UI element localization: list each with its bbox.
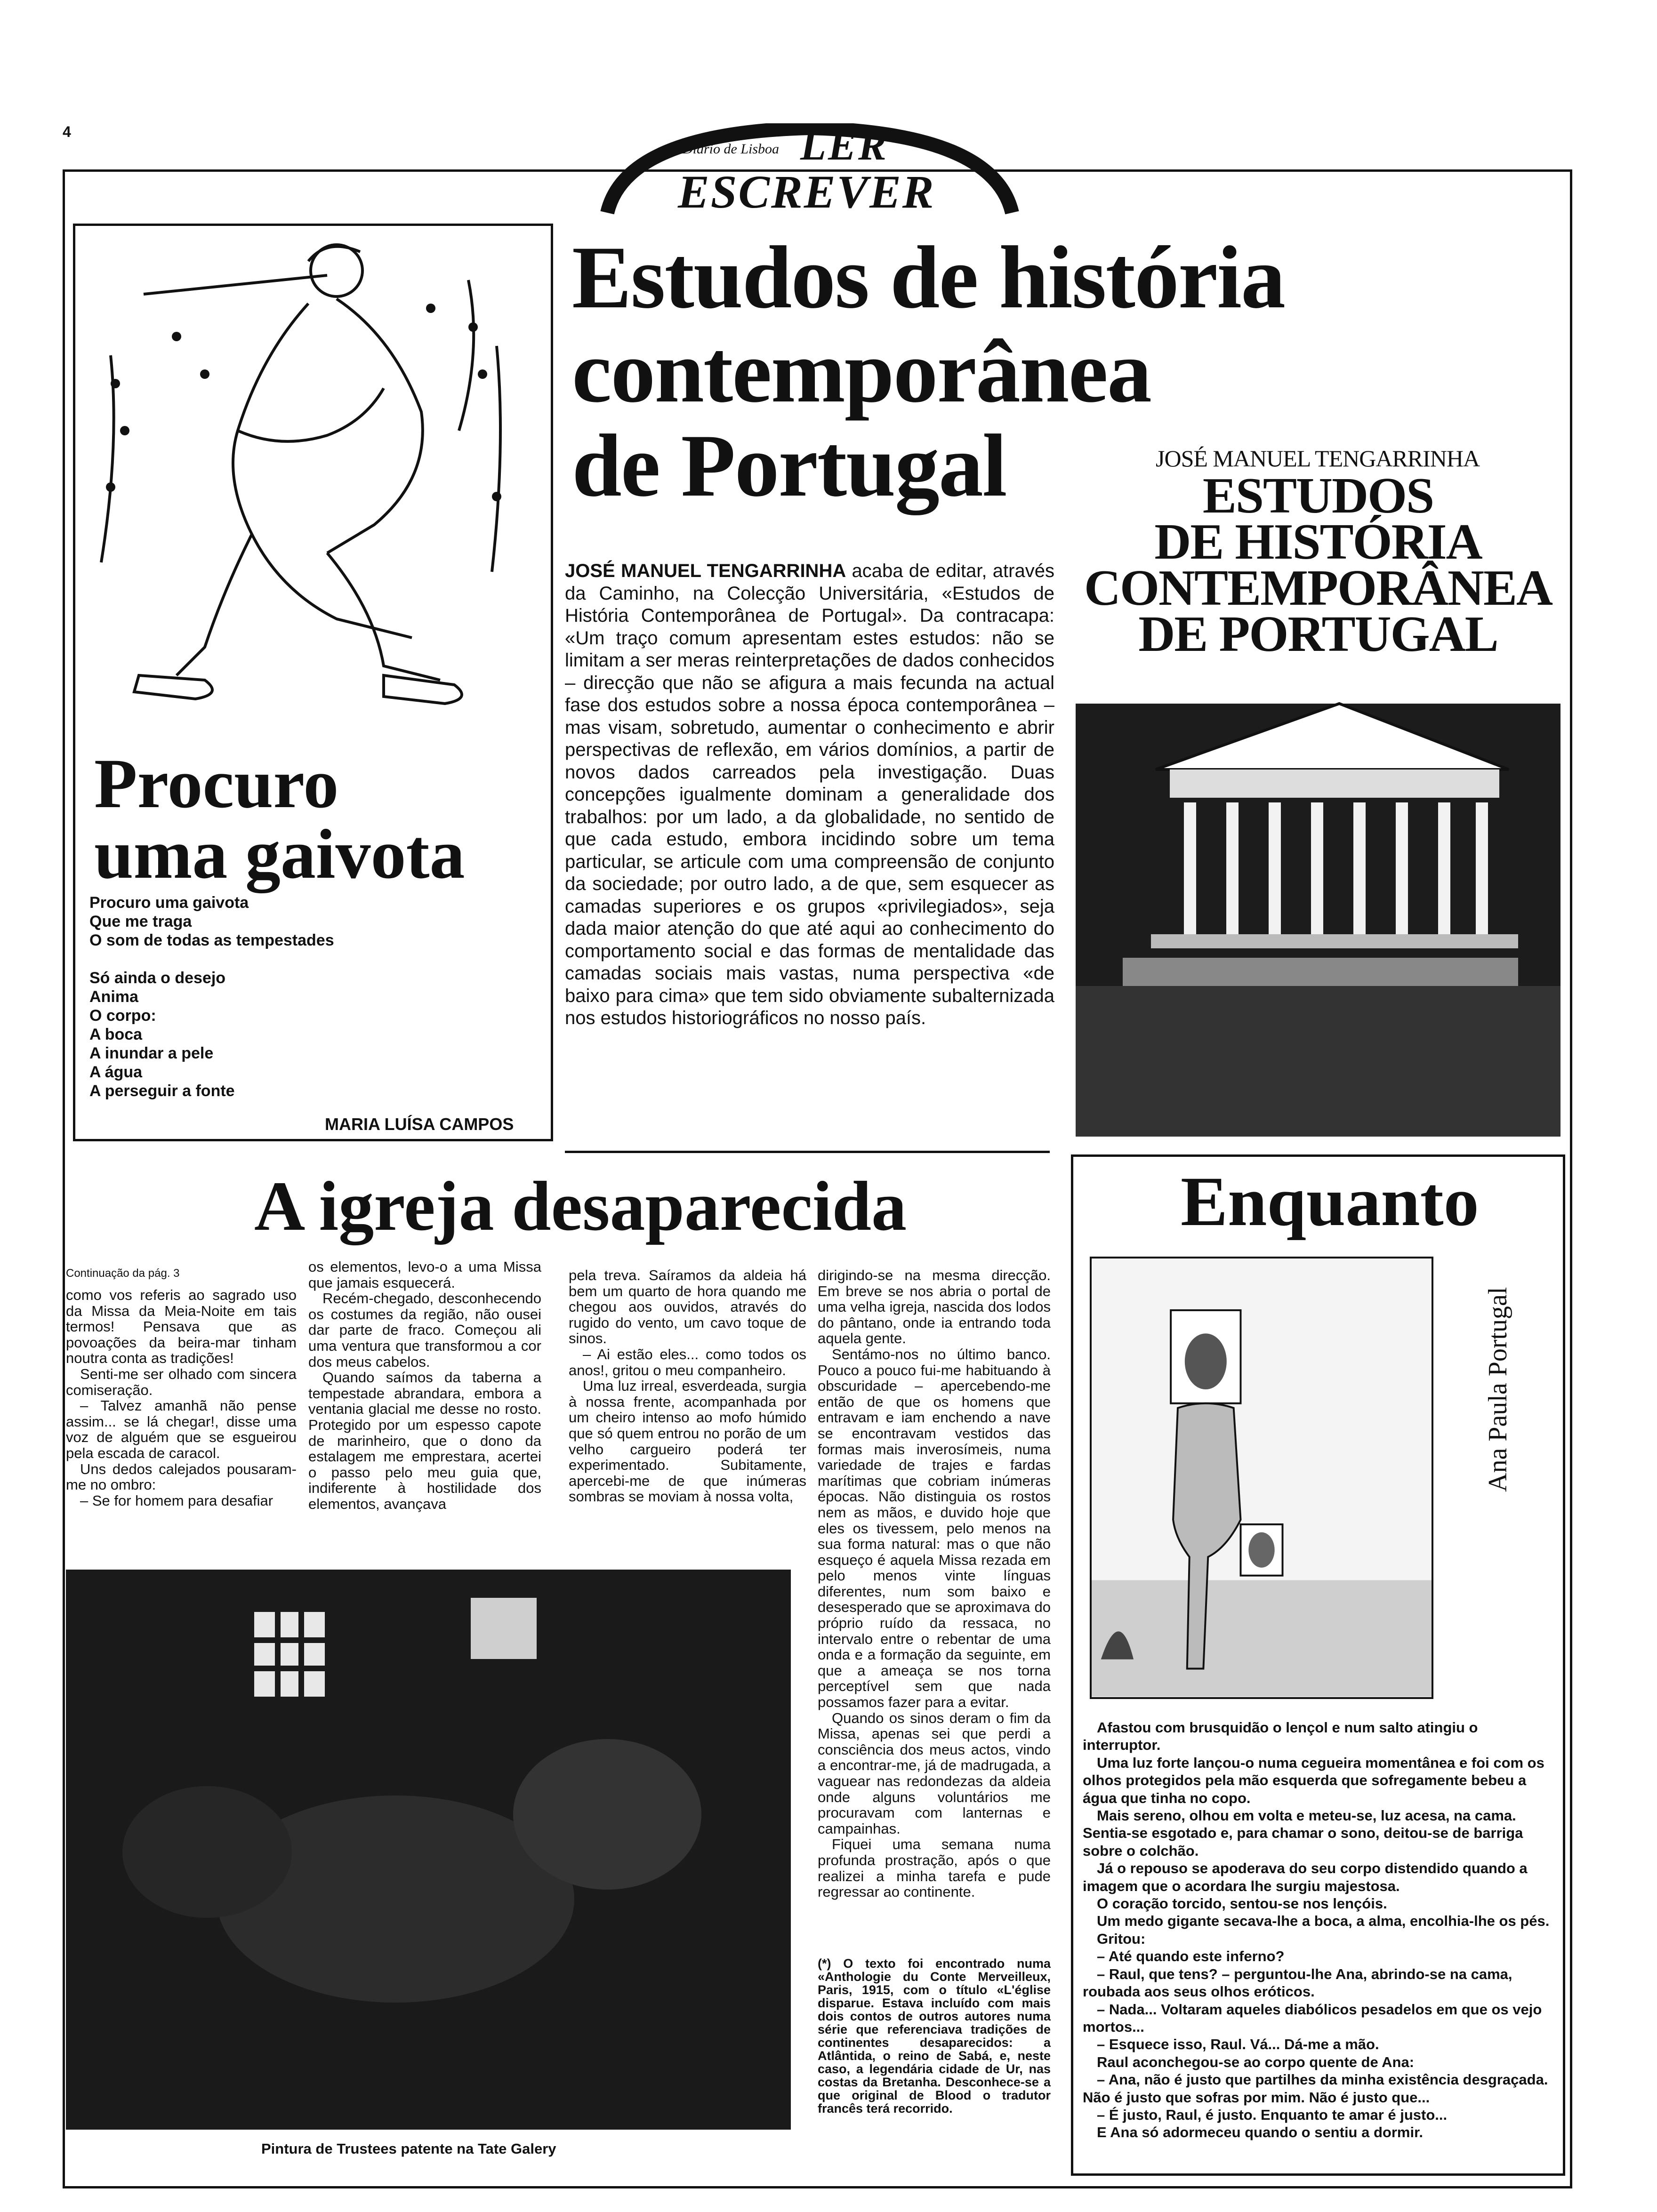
paragraph: – É justo, Raul, é justo. Enquanto te amar é justo...	[1097, 2106, 1448, 2123]
feature-intro	[565, 560, 1054, 1030]
paragraph: – Ana, não é justo que partilhes da minha existência desgraçada. Não é justo que sofras por mim. Não é justo que...	[1083, 2071, 1548, 2106]
paragraph: Uma luz forte lançou-o numa cegueira momentânea e foi com os olhos protegidos pela mão esquerda que sofregamente bebeu a água que tinha no copo.	[1083, 1754, 1544, 1806]
poem-text	[89, 893, 334, 1100]
paragraph: – Nada... Voltaram aqueles diabólicos pesadelos em que os vejo mortos...	[1083, 2001, 1542, 2035]
poem-line: Só ainda o desejo	[89, 969, 226, 987]
paragraph: os elementos, levo-o a uma Missa que jamais esquecerá.	[308, 1258, 541, 1291]
paragraph: pela treva. Saíramos da aldeia há bem um quarto de hora quando me chegou aos ouvidos, através do rugido do vento, um cavo toque de sinos.	[569, 1267, 806, 1347]
cover-author: JOSÉ MANUEL TENGARRINHA	[1156, 445, 1480, 472]
poem-author: MARIA LUÍSA CAMPOS	[325, 1114, 514, 1134]
poem-line: O som de todas as tempestades	[89, 931, 334, 949]
masthead-newspaper: Diario de Lisboa	[683, 141, 780, 157]
poem-stanza-break	[89, 950, 334, 969]
paragraph: Já o repouso se apoderava do seu corpo distendido quando a imagem que o acordara lhe surgiu majestosa.	[1083, 1860, 1528, 1894]
paragraph: Recém-chegado, desconhecendo os costumes da região, não ousei dar parte de fraco. Começou ali uma ventura que transformou a cor dos meus cabelos.	[308, 1290, 541, 1370]
poem-title-line-2: uma gaivota	[94, 815, 465, 893]
feature-headline-line-1: Estudos de história	[572, 228, 1285, 327]
feature-headline-line-2: contemporânea	[572, 322, 1151, 421]
poem-line: A boca	[89, 1026, 143, 1043]
cover-title-line-1: ESTUDOS	[1202, 468, 1434, 524]
paragraph: – Talvez amanhã não pense assim... se lá chegar!, disse uma voz de alguém que se esgueirou pela escada de caracol.	[66, 1397, 297, 1461]
figure-artwork	[1090, 1257, 1433, 1699]
poem-line: Anima	[89, 988, 138, 1006]
paragraph: dirigindo-se na mesma direcção. Em breve se nos abria o portal de uma velha igreja, nascida dos lodos do pântano, onde ia entrando toda aquela gente.	[818, 1267, 1051, 1347]
story1-column-2	[308, 1259, 541, 1512]
story2-text	[1083, 1719, 1558, 2141]
paragraph: – Raul, que tens? – perguntou-lhe Ana, abrindo-se na cama, roubada aos seus olhos eróticos.	[1083, 1965, 1512, 2000]
paragraph: Uns dedos calejados pousaram-me no ombro:	[66, 1460, 297, 1493]
section-divider	[565, 1151, 1050, 1153]
paragraph: – Se for homem para desafiar	[80, 1492, 273, 1509]
paragraph: Mais sereno, olhou em volta e meteu-se, luz acesa, na cama. Sentia-se esgotado e, para chamar o sono, deitou-se de barriga sobre o colchão.	[1083, 1807, 1523, 1859]
paragraph: como vos referis ao sagrado uso da Missa da Meia-Noite em tais termos! Pensava que as povoações da beira-mar tinham noutra conta as tradições!	[66, 1287, 297, 1367]
paragraph: Quando saímos da taberna a tempestade abrandara, embora a ventania glacial me desse no rosto. Protegido por um espesso capote de marinheiro, que o dono da estalagem me emprestara, acertei o passo pelo meu guia que, indiferente à hostilidade dos elementos, avançava	[308, 1369, 541, 1512]
page-number: 4	[63, 123, 71, 140]
story1-footnote: (*) O texto foi encontrado numa «Anthologie du Conte Merveilleux, Paris, 1915, com o título «L'église disparue. Estava incluído com mais dois contos de outros autores numa série que referenciava tradições de continentes desaparecidos: a Atlântida, o reino de Sabá, e, neste caso, a legendária cidade de Ur, nas costas da Bretanha. Desconhece-se a que original de Blood o tradutor francês terá recorrido.	[818, 1956, 1051, 2116]
cover-title-line-4: DE PORTUGAL	[1138, 606, 1498, 662]
paragraph: Gritou:	[1097, 1930, 1146, 1947]
story1-headline: A igreja desaparecida	[254, 1167, 907, 1245]
paragraph: Fiquei uma semana numa profunda prostração, após o que realizei a minha tarefa e pude regressar ao continente.	[818, 1836, 1051, 1900]
paragraph: Afastou com brusquidão o lençol e num salto atingiu o interruptor.	[1083, 1719, 1478, 1754]
poem-title-line-1: Procuro	[94, 745, 339, 823]
photo-caption: Pintura de Trustees patente na Tate Galery	[261, 2140, 556, 2157]
poem-line: A inundar a pele	[89, 1044, 214, 1062]
paragraph: Um medo gigante secava-lhe a boca, a alma, encolhia-lhe os pés.	[1097, 1913, 1550, 1930]
story1-column-3	[569, 1267, 806, 1505]
cover-title-line-3: CONTEMPORÂNEA	[1084, 560, 1552, 616]
paragraph: Senti-me ser olhado com sincera comiseração.	[66, 1365, 297, 1398]
poem-line: Procuro uma gaivota	[89, 894, 249, 912]
paragraph: – Ai estão eles... como todos os anos!, gritou o meu companheiro.	[569, 1346, 806, 1378]
poem-line: A água	[89, 1063, 143, 1081]
paragraph: Raul aconchegou-se ao corpo quente de Ana:	[1097, 2053, 1415, 2070]
paragraph: O coração torcido, sentou-se nos lençóis.	[1097, 1895, 1387, 1912]
paragraph: Sentámo-nos no último banco. Pouco a pouco fui-me habituando à obscuridade – apercebendo-me então de que os homens que entravam e iam enchendo a nave se encontravam vestidos das formas mais inverosímeis, numa variedade de trajes e fardas marítimas que cobriam inúmeras épocas. Não distinguia os rostos nem as mãos, e duvido hoje que eles os tivessem, pelo menos na sua forma natural: mas o que não esqueço é aquela Missa rezada em pelo menos vinte línguas diferentes, num som baixo e desesperado que se aproximava do próprio ruído da ressaca, no intervalo entre o rebentar de uma onda e a formação da seguinte, em que a ameaça se nos torna perceptível sem que nada possamos fazer para a evitar.	[818, 1346, 1051, 1711]
story1-column-1	[66, 1287, 297, 1508]
paragraph: Quando os sinos deram o fim da Missa, apenas sei que perdi a consciência dos meus actos, vindo a encontrar-me, já de madrugada, a vaguear nas redondezas da aldeia onde alguns voluntários me procuravam com lanternas e campainhas.	[818, 1709, 1051, 1837]
poem-line: O corpo:	[89, 1007, 156, 1025]
feature-headline-line-3: de Portugal	[572, 417, 1006, 515]
feature-intro-author: JOSÉ MANUEL TENGARRINHA	[565, 561, 846, 581]
paragraph: E Ana só adormeceu quando o sentiu a dormir.	[1097, 2124, 1424, 2141]
church-painting-photo	[66, 1570, 791, 2130]
cover-title	[1069, 468, 1568, 662]
masthead-escrever: ESCREVER	[678, 166, 935, 218]
artwork-artist: Ana Paula Portugal	[1483, 1287, 1512, 1492]
flute-player-illustration	[82, 233, 544, 746]
feature-intro-text: acaba de editar, através da Caminho, na Colecção Universitária, «Estudos de História Contemporânea de Portugal». Da contracapa: «Um traço comum apresentam estes estudos: não se limitam a ser meras reinterpretações de dados conhecidos – direcção que não se afigura a mais fecunda na actual fase dos estudos sobre a nossa época contemporânea – mas visam, sobretudo, aumentar o conhecimento e abrir perspectivas de reflexão, em vários domínios, a partir de novos dados carreados pela investigação. Duas concepções igualmente dominam a generalidade dos trabalhos: por um lado, a da globalidade, no sentido de que cada estudo, embora incidindo sobre um tema particular, se articule com uma compreensão de conjunto da sociedade; por outro lado, a de que, sem esquecer as camadas superiores e os grupos «privilegiados», seja dada maior atenção do que até aqui ao conhecimento do comportamento social e das formas de mentalidade das camadas sociais mais vastas, numa perspectiva «de baixo para cima» que tem sido obviamente subalternizada nos estudos historiográficos no nosso país.	[565, 561, 1054, 1028]
story2-headline: Enquanto	[1181, 1162, 1479, 1241]
poem-line: Que me traga	[89, 913, 192, 930]
paragraph: Uma luz irreal, esverdeada, surgia à nossa frente, acompanhada por um cheiro intenso ao mofo húmido que só quem entrou no porão de um velho cargueiro poderá ter experimentado. Subitamente, apercebi-me de que inúmeras sombras se moviam à nossa volta,	[569, 1378, 806, 1505]
paragraph: – Esquece isso, Raul. Vá... Dá-me a mão.	[1097, 2036, 1379, 2053]
poem-title	[94, 745, 465, 893]
story1-column-4	[818, 1267, 1051, 1900]
masthead-ler: LER	[800, 122, 889, 169]
poem-line: A perseguir a fonte	[89, 1082, 235, 1100]
paragraph: – Até quando este inferno?	[1097, 1948, 1285, 1965]
story1-continuation: Continuação da pág. 3	[66, 1267, 180, 1280]
cover-title-line-2: DE HISTÓRIA	[1154, 514, 1482, 570]
